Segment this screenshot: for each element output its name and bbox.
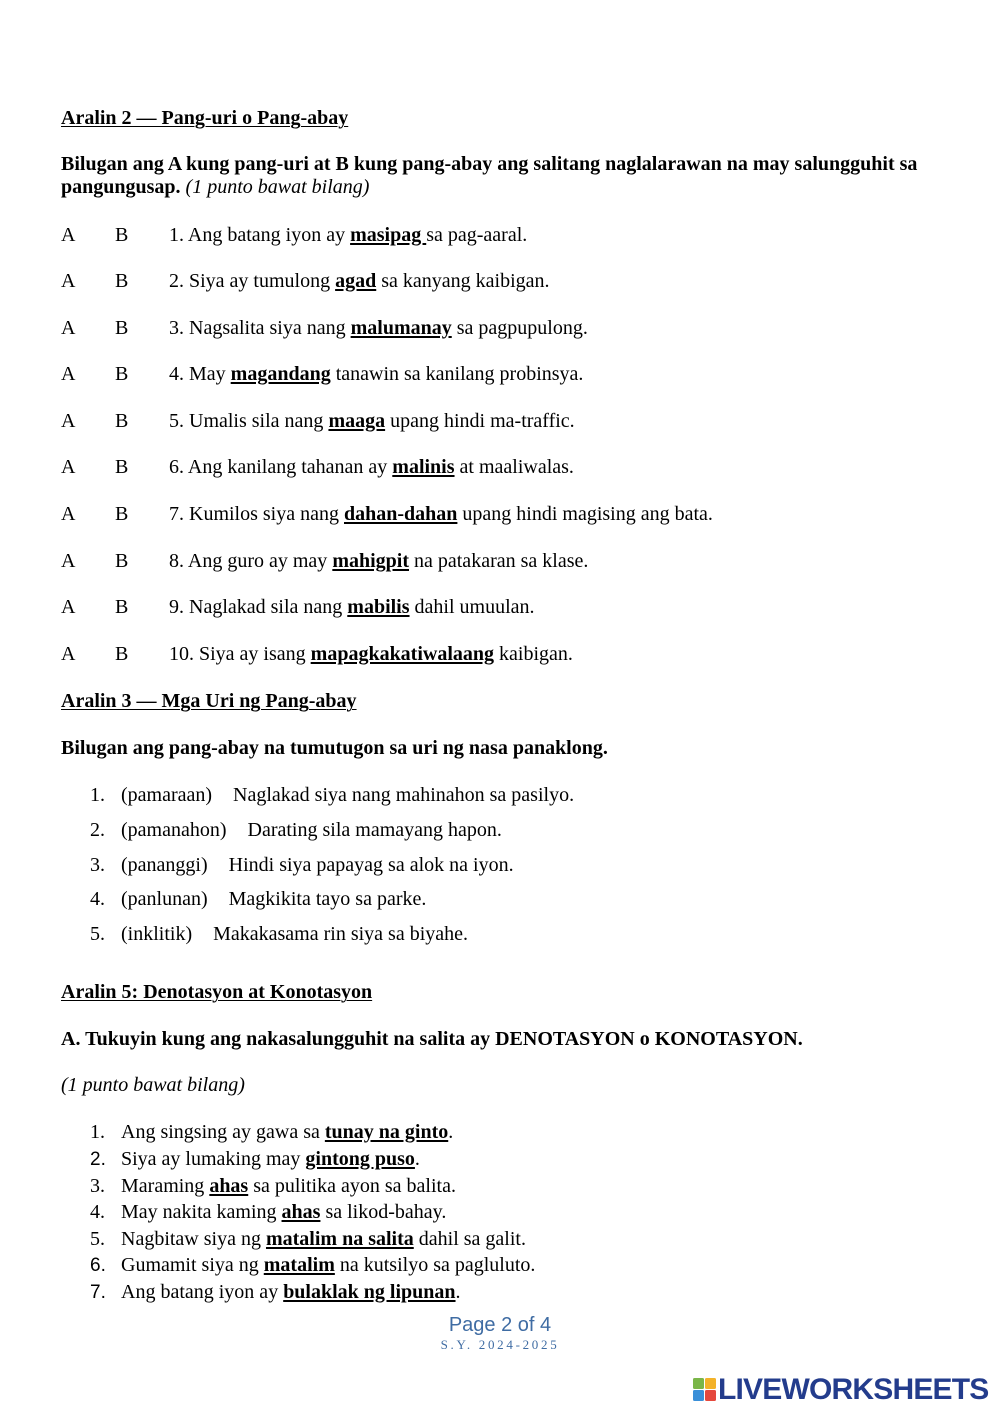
- underlined-word: malumanay: [350, 317, 452, 339]
- item-number: 2.: [90, 1149, 106, 1170]
- aralin3-item: [0, 854, 1000, 877]
- underlined-word: mahigpit: [332, 550, 409, 572]
- item-sentence: 10. Siya ay isang mapagkakatiwalaang kaibigan.: [169, 643, 573, 665]
- option-a[interactable]: A: [61, 317, 76, 339]
- item-sentence: Ang singsing ay gawa sa tunay na ginto.: [121, 1121, 454, 1143]
- aralin2-instruction: [61, 153, 961, 199]
- option-b[interactable]: B: [115, 410, 129, 432]
- item-number: 3.: [90, 1175, 105, 1197]
- aralin5-item: [0, 1121, 1000, 1144]
- option-a[interactable]: A: [61, 363, 76, 385]
- logo-tile: [705, 1390, 716, 1401]
- option-a[interactable]: A: [61, 596, 76, 618]
- item-number: 5.: [90, 1228, 105, 1250]
- item-sentence: Ang batang iyon ay bulaklak ng lipunan.: [121, 1281, 461, 1303]
- aralin5-item: [0, 1281, 1000, 1304]
- item-number: 3.: [90, 854, 105, 876]
- underlined-word: magandang: [230, 363, 331, 385]
- aralin5-item: [0, 1201, 1000, 1224]
- item-number: 6.: [90, 1255, 106, 1276]
- aralin2-item: [0, 410, 1000, 433]
- item-sentence: Maraming ahas sa pulitika ayon sa balita.: [121, 1175, 456, 1197]
- logo-tile: [705, 1378, 716, 1389]
- logo-tile: [693, 1390, 704, 1401]
- aralin2-item: [0, 317, 1000, 340]
- item-sentence: May nakita kaming ahas sa likod-bahay.: [121, 1201, 447, 1223]
- aralin3-heading: Aralin 3 — Mga Uri ng Pang-abay: [61, 690, 357, 712]
- option-a[interactable]: A: [61, 643, 76, 665]
- item-sentence: 3. Nagsalita siya nang malumanay sa pagpupulong.: [169, 317, 588, 339]
- aralin2-item: [0, 363, 1000, 386]
- aralin2-instruction-text: Bilugan ang A kung pang-uri at B kung pang-abay ang salitang naglalarawan na may salungguhit sa pangungusap.: [61, 153, 918, 198]
- underlined-word: matalim na salita: [265, 1228, 414, 1250]
- item-number: 4.: [90, 1201, 105, 1223]
- item-number: 7.: [90, 1282, 106, 1303]
- aralin3-item: [0, 923, 1000, 946]
- item-sentence: 1. Ang batang iyon ay masipag sa pag-aaral.: [169, 224, 528, 246]
- underlined-word: ahas: [281, 1201, 321, 1223]
- option-a[interactable]: A: [61, 224, 76, 246]
- item-sentence[interactable]: Makakasama rin siya sa biyahe.: [213, 923, 469, 945]
- aralin2-item: [0, 550, 1000, 573]
- school-year: S.Y. 2024-2025: [440, 1337, 560, 1352]
- option-b[interactable]: B: [115, 643, 129, 665]
- aralin2-item: [0, 596, 1000, 619]
- option-b[interactable]: B: [115, 503, 129, 525]
- liveworksheets-logo-icon: [693, 1378, 716, 1401]
- item-sentence: 2. Siya ay tumulong agad sa kanyang kaibigan.: [169, 270, 550, 292]
- underlined-word: mabilis: [347, 596, 410, 618]
- option-b[interactable]: B: [115, 363, 129, 385]
- underlined-word: matalim: [263, 1254, 335, 1276]
- underlined-word: bulaklak ng lipunan: [283, 1281, 456, 1303]
- underlined-word: ahas: [209, 1175, 249, 1197]
- aralin5-item: [0, 1254, 1000, 1277]
- option-b[interactable]: B: [115, 596, 129, 618]
- underlined-word: maaga: [328, 410, 386, 432]
- underlined-word: dahan-dahan: [344, 503, 458, 525]
- item-number: 4.: [90, 888, 105, 910]
- option-a[interactable]: A: [61, 270, 76, 292]
- item-sentence: 9. Naglakad sila nang mabilis dahil umuulan.: [169, 596, 535, 618]
- adverb-type: (inklitik): [121, 923, 193, 945]
- underlined-word: agad: [335, 270, 377, 292]
- underlined-word: masipag: [350, 224, 427, 246]
- option-b[interactable]: B: [115, 550, 129, 572]
- item-sentence: 8. Ang guro ay may mahigpit na patakaran sa klase.: [169, 550, 589, 572]
- item-number: 1.: [90, 784, 105, 806]
- adverb-type: (pamanahon): [121, 819, 227, 841]
- aralin5-item: [0, 1148, 1000, 1171]
- aralin3-item: [0, 819, 1000, 842]
- item-sentence[interactable]: Magkikita tayo sa parke.: [228, 888, 427, 910]
- aralin3-item: [0, 888, 1000, 911]
- item-sentence[interactable]: Darating sila mamayang hapon.: [247, 819, 502, 841]
- item-sentence: 6. Ang kanilang tahanan ay malinis at maaliwalas.: [169, 456, 574, 478]
- aralin2-item: [0, 270, 1000, 293]
- aralin5-instruction: A. Tukuyin kung ang nakasalungguhit na salita ay DENOTASYON o KONOTASYON.: [61, 1028, 803, 1050]
- option-a[interactable]: A: [61, 550, 76, 572]
- item-sentence: 4. May magandang tanawin sa kanilang probinsya.: [169, 363, 584, 385]
- item-sentence[interactable]: Hindi siya papayag sa alok na iyon.: [228, 854, 514, 876]
- aralin2-item: [0, 456, 1000, 479]
- item-sentence: Siya ay lumaking may gintong puso.: [121, 1148, 420, 1170]
- item-text: [121, 854, 514, 877]
- option-a[interactable]: A: [61, 503, 76, 525]
- aralin2-item: [0, 643, 1000, 666]
- aralin2-item: [0, 503, 1000, 526]
- item-sentence: Nagbitaw siya ng matalim na salita dahil sa galit.: [121, 1228, 526, 1250]
- aralin3-item: [0, 784, 1000, 807]
- option-b[interactable]: B: [115, 224, 129, 246]
- item-text: [121, 784, 574, 807]
- option-a[interactable]: A: [61, 456, 76, 478]
- option-a[interactable]: A: [61, 410, 76, 432]
- item-text: [121, 923, 468, 946]
- liveworksheets-logo[interactable]: LIVEWORKSHEETS: [718, 1373, 989, 1406]
- item-number: 5.: [90, 923, 105, 945]
- item-text: [121, 888, 426, 911]
- item-number: 2.: [90, 819, 105, 841]
- logo-tile: [693, 1378, 704, 1389]
- aralin5-item: [0, 1228, 1000, 1251]
- option-b[interactable]: B: [115, 270, 129, 292]
- aralin5-heading: Aralin 5: Denotasyon at Konotasyon: [61, 981, 373, 1003]
- item-text: [121, 819, 502, 842]
- option-b[interactable]: B: [115, 317, 129, 339]
- underlined-word: mapagkakatiwalaang: [310, 643, 495, 665]
- item-sentence: Gumamit siya ng matalim na kutsilyo sa pagluluto.: [121, 1254, 536, 1276]
- aralin3-instruction: Bilugan ang pang-abay na tumutugon sa uri ng nasa panaklong.: [61, 737, 608, 759]
- item-sentence[interactable]: Naglakad siya nang mahinahon sa pasilyo.: [233, 784, 575, 806]
- aralin2-heading: Aralin 2 — Pang-uri o Pang-abay: [61, 107, 349, 129]
- item-sentence: 7. Kumilos siya nang dahan-dahan upang hindi magising ang bata.: [169, 503, 713, 525]
- aralin5-item: [0, 1175, 1000, 1198]
- adverb-type: (pananggi): [121, 854, 208, 876]
- adverb-type: (panlunan): [121, 888, 208, 910]
- aralin2-points-note: (1 punto bawat bilang): [185, 176, 370, 198]
- underlined-word: gintong puso: [305, 1148, 415, 1170]
- underlined-word: tunay na ginto: [324, 1121, 449, 1143]
- item-sentence: 5. Umalis sila nang maaga upang hindi ma-traffic.: [169, 410, 575, 432]
- aralin2-item: [0, 224, 1000, 247]
- underlined-word: malinis: [392, 456, 455, 478]
- option-b[interactable]: B: [115, 456, 129, 478]
- item-number: 1.: [90, 1121, 105, 1143]
- page-number: Page 2 of 4: [448, 1314, 552, 1336]
- adverb-type: (pamaraan): [121, 784, 213, 806]
- aralin5-points-note: (1 punto bawat bilang): [61, 1074, 245, 1096]
